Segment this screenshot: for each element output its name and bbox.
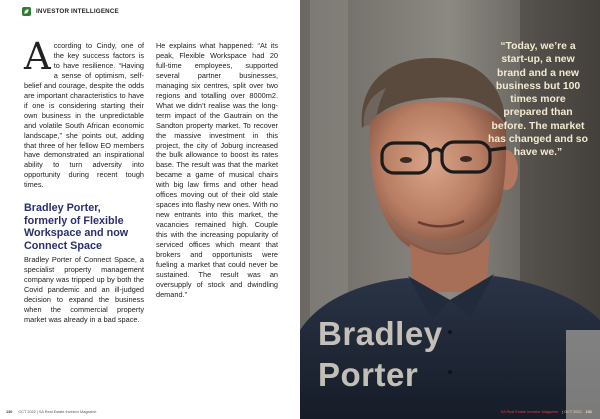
pull-quote: “Today, we’re a start-up, a new brand and a new business but 100 times more prepared than before. The market has changed and so have we.” bbox=[488, 41, 588, 159]
column-2 bbox=[156, 41, 278, 300]
footer-right bbox=[501, 410, 592, 414]
paragraph-intro bbox=[24, 35, 144, 190]
paragraph-explanation: He explains what happened: “At its peak, Flexible Workspace had 20 full-time employees, supported several partner businesses, managing six centres, split over two regions and totalling over 8000m2. What we didn’t realise was the long-term impact of the Gautrain on the Sandton property market. To recover the massive investment in this project, the city of Joburg increased the bulk allowance to boost its rates base. The result was that the market became a game of musical chairs with big law firms and other head offices moving out of their old stale spaces into flashy new ones. With no new entrants into this market, the vacancies remained high. Couple this with the increasing popularity of serviced offices which meant that brokers and opportunists were fueling a market that could never be sustained. The result was an oversupply of stock and dwindling demand.” bbox=[156, 41, 278, 299]
drop-cap: A bbox=[24, 35, 51, 78]
section-label: INVESTOR INTELLIGENCE bbox=[36, 8, 119, 15]
person-name-last: Porter bbox=[318, 356, 419, 393]
paragraph-intro-text: ccording to Cindy, one of the key success factors is to have resilience. “Having a sense of optimism, self-belief and courage, despite the odds are important characteristics to have if one is considering starting their own business in the unpredictable and volatile South African economic landscape,” she points out, adding that three of her fellow EO members have demonstrated an inspirational ability to turn adversity into opportunity during recent tough times. bbox=[24, 41, 144, 190]
section-header bbox=[22, 7, 119, 16]
footer-left bbox=[6, 410, 97, 414]
person-name-first: Bradley bbox=[318, 315, 443, 352]
footer-left-text: OCT 2022 | SA Real Estate Investor Magazine bbox=[18, 410, 97, 414]
right-page bbox=[300, 0, 600, 419]
footer-right-publication: SA Real Estate Investor Magazine bbox=[500, 410, 559, 414]
page-number-right: 131 bbox=[585, 410, 592, 414]
person-name bbox=[318, 313, 443, 395]
footer-right-date: | OCT 2022 bbox=[562, 410, 582, 414]
leaf-icon bbox=[22, 7, 31, 16]
paragraph-bradley: Bradley Porter of Connect Space, a specialist property management company was tripped up by both the Covid pandemic and an ill-judged decision to expand the business when the commercial property market was already in a bad space. bbox=[24, 254, 144, 324]
page-number-left: 130 bbox=[6, 410, 13, 414]
column-1 bbox=[24, 35, 144, 325]
subheading: Bradley Porter, formerly of Flexible Workspace and now Connect Space bbox=[24, 202, 129, 252]
